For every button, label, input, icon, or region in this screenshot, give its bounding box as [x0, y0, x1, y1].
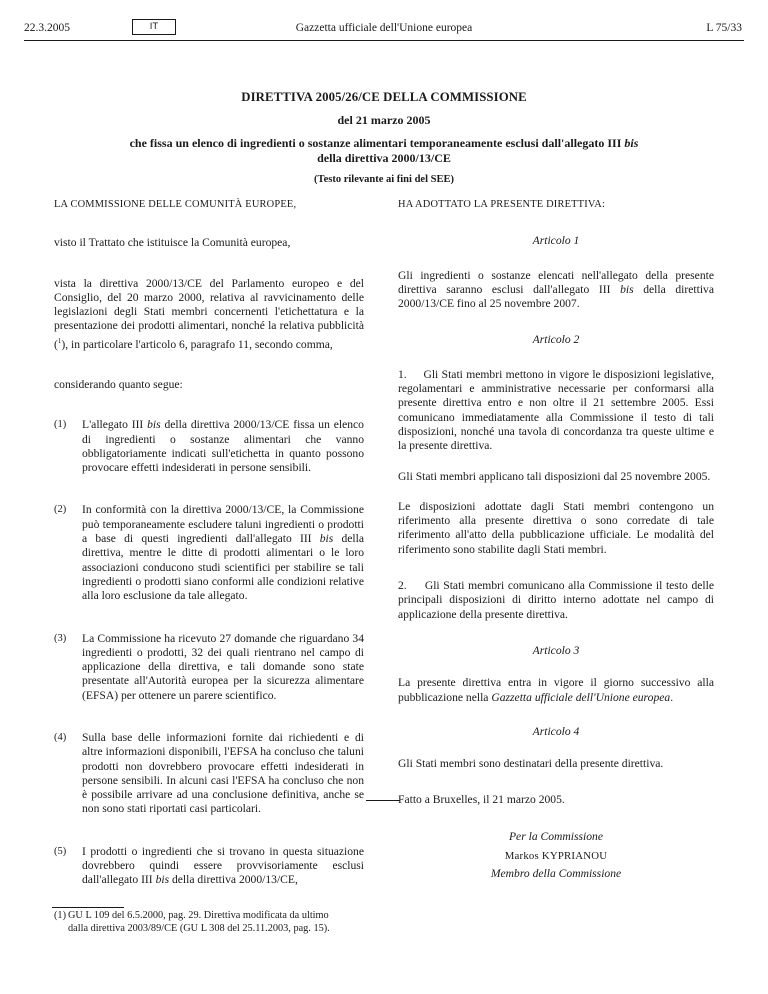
signatory-role: Membro della Commissione — [490, 867, 622, 881]
footnote-mark: (1) — [54, 910, 67, 921]
article-4-heading: Articolo 4 — [532, 724, 580, 738]
signature-for: Per la Commissione — [508, 829, 604, 843]
vista-clause: vista la direttiva 2000/13/CE del Parlamento europeo e del Consiglio, del 20 marzo 2000, relativa al ravvicinamento delle legislazioni degli Stati membri concernenti l'etichettatura e la presentazione dei prodotti alimentari, nonché la relativa pubblicità ($^1$), in particolare l'articolo 6, paragrafo 11, secondo comma, — [54, 276, 364, 351]
commission-heading: LA COMMISSIONE DELLE COMUNITÀ EUROPEE, — [54, 199, 297, 210]
page-reference: L 75/33 — [706, 22, 742, 34]
title-block — [40, 90, 728, 185]
language-badge: IT — [132, 19, 176, 35]
article-2-paragraph: Le disposizioni adottate dagli Stati membri contengono un riferimento alla presente direttiva o sono corredate di tale riferimento all'atto della pubblicazione ufficiale. Le modalità del riferimento sono stabilite dagli Stati membri. — [398, 499, 714, 556]
left-column — [54, 198, 364, 888]
article-2-heading: Articolo 2 — [532, 333, 580, 347]
recital: (4) Sulla base delle informazioni fornite dai richiedenti e di altre informazioni disponibili, l'EFSA ha concluso che taluni prodotti non dovrebbero provocare effetti indesiderati in persone sensibili. In alcuni casi l'EFSA ha concluso che non è possibile arrivare ad una conclusione definitiva, anche se non sono stati riportati casi particolari. — [54, 730, 364, 816]
footnote-ref: 1 — [57, 336, 62, 345]
signatory-name: Markos KYPRIANOU — [504, 850, 608, 863]
considerando-clause: considerando quanto segue: — [54, 377, 183, 391]
article-2-paragraph: 1. Gli Stati membri mettono in vigore le disposizioni legislative, regolamentari e amministrative necessarie per conformarsi alla presente direttiva entro e non oltre il 21 settembre 2005. Essi comunicano immediatamente alla Commissione il testo di tali disposizioni, nonché una tavola di concordanza tra queste ultime e la presente direttiva. — [398, 367, 717, 453]
recital: (3) La Commissione ha ricevuto 27 domande che riguardano 34 ingredienti o prodotti, 32 dei quali rientrano nel campo di applicazione della direttiva, e tali domande sono state presentate all'Autorità europea per la sicurezza alimentare (EFSA) per ottenere un parere scientifico. — [54, 631, 364, 702]
eea-relevance: (Testo rilevante ai fini del SEE) — [314, 174, 454, 185]
right-column — [398, 198, 717, 882]
directive-subject: che fissa un elenco di ingredienti o sostanze alimentari temporaneamente esclusi dall'allegato III bis della direttiva 2000/13/CE — [129, 136, 639, 165]
recital: (5) I prodotti o ingredienti che si trovano in questa situazione dovrebbero quindi essere provvisoriamente esclusi dall'allegato III bis della direttiva 2000/13/CE, — [54, 844, 364, 887]
visto-clause: visto il Trattato che istituisce la Comunità europea, — [54, 236, 291, 250]
article-1-text: Gli ingredienti o sostanze elencati nell'allegato della presente direttiva saranno esclusi dall'allegato III bis della direttiva 2000/13/CE fino al 25 novembre 2007. — [398, 268, 715, 311]
article-3-heading: Articolo 3 — [532, 643, 580, 657]
end-rule — [366, 800, 400, 801]
header-rule — [24, 40, 744, 41]
journal-title: Gazzetta ufficiale dell'Unione europea — [295, 22, 473, 34]
done-at-clause: Fatto a Bruxelles, il 21 marzo 2005. — [398, 793, 565, 807]
article-1-heading: Articolo 1 — [532, 234, 580, 248]
article-4-text: Gli Stati membri sono destinatari della presente direttiva. — [398, 757, 664, 771]
article-2-paragraph: 2. Gli Stati membri comunicano alla Commissione il testo delle principali disposizioni di diritto interno adottate nel campo di applicazione della presente direttiva. — [398, 579, 717, 621]
article-2-paragraph: Gli Stati membri applicano tali disposizioni dal 25 novembre 2005. — [398, 469, 711, 483]
article-3-text: La presente direttiva entra in vigore il giorno successivo alla pubblicazione nella Gazzetta ufficiale dell'Unione europea. — [398, 676, 714, 704]
recital: (1) L'allegato III bis della direttiva 2000/13/CE fissa un elenco di ingredienti o sostanze alimentari che vanno obbligatoriamente indicati sull'etichetta in quanto possono provocare effetti indesiderati in persone sensibili. — [54, 418, 364, 475]
publication-date: 22.3.2005 — [24, 22, 70, 34]
directive-title: DIRETTIVA 2005/26/CE DELLA COMMISSIONE — [241, 90, 527, 104]
footnote: (1) GU L 109 del 6.5.2000, pag. 29. Direttiva modificata da ultimo dalla direttiva 2003/89/CE (GU L 308 del 25.11.2003, pag. 15). — [54, 910, 330, 934]
adopted-heading: HA ADOTTATO LA PRESENTE DIRETTIVA: — [398, 199, 606, 210]
directive-date: del 21 marzo 2005 — [337, 113, 431, 127]
footnote-rule — [52, 907, 124, 908]
recital: (2) In conformità con la direttiva 2000/13/CE, la Commissione può temporaneamente escludere taluni ingredienti o prodotti a base di questi ingredienti dall'allegato III bis della direttiva, mentre le ditte di prodotti alimentari o le loro associazioni conducono studi scientifici per stabilire se tali ingredienti o prodotti siano conformi alle condizioni relative alla loro esclusione da tale allegato. — [54, 503, 364, 603]
